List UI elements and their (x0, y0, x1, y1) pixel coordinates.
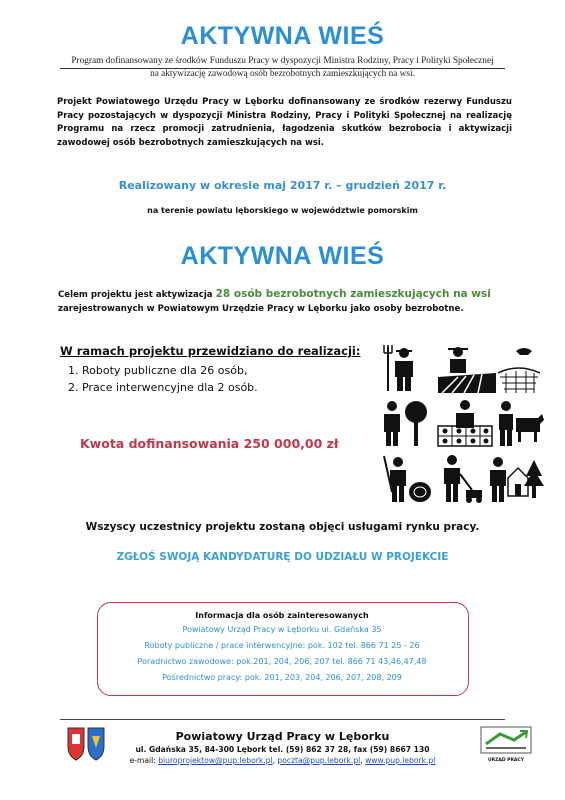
planned-heading: W ramach projektu przewidziano do realizacji: (60, 344, 361, 358)
farmer-hay-icon (380, 452, 432, 504)
poultry-farmer-icon (436, 398, 494, 448)
farmer-pitchfork-icon (382, 343, 422, 393)
second-title: AKTYWNA WIEŚ (180, 242, 385, 270)
farmer-lawnmower-icon (438, 452, 484, 504)
info-line: Pośrednictwo pracy: pok. 201, 203, 204, 206, 207, 208, 209 (162, 673, 402, 682)
urzad-pracy-logo (480, 726, 532, 764)
email-link-projects[interactable]: biuroprojektow@pup.lebork.pl (158, 756, 273, 765)
logo-text: URZĄD PRACY (488, 758, 524, 763)
participants-text: Wszyscy uczestnicy projektu zostaną objęci usługami rynku pracy. (85, 521, 480, 533)
arrow-logo-icon (480, 726, 532, 754)
intro-paragraph: Projekt Powiatowego Urzędu Pracy w Lęborku dofinansowany ze środków rezerwy Funduszu Pracy pozostających w dyspozycji Ministra Rodziny, Pracy i Polityki Społecznej na realizację Programu na rzecz promocji zatrudnienia, łagodzenia skutków bezrobocia i aktywizacji zawodowej osób bezrobotnych zamieszkujących na wsi. (57, 97, 512, 148)
footer-divider (60, 719, 505, 720)
email-label: e-mail: (129, 756, 156, 765)
area-text: na terenie powiatu lęborskiego w województwie pomorskim (147, 206, 418, 215)
gardener-tree-icon (380, 398, 430, 448)
dairy-farmer-cow-icon (496, 398, 544, 448)
program-line-2: na aktywizację zawodową osób bezrobotnych zamieszkujących na wsi. (150, 69, 415, 79)
apply-call: ZGŁOŚ SWOJĄ KANDYDATURĘ DO UDZIAŁU W PROJEKCIE (116, 551, 449, 563)
info-title: Informacja dla osób zainteresowanych (195, 611, 369, 620)
program-line-1: Program dofinansowany ze środków Funduszu Pracy w dyspozycji Ministra Rodziny, Pracy i Polityki Społecznej (71, 56, 494, 66)
list-item: 1. Roboty publiczne dla 26 osób, (68, 364, 248, 377)
info-line: Poradnictwo zawodowe: pok.201, 204, 206, 207 tel. 866 71 43,46,47,48 (137, 657, 427, 666)
period-text: Realizowany w okresie maj 2017 r. – grudzień 2017 r. (118, 179, 447, 192)
aim-prefix: Celem projektu jest aktywizacja (58, 290, 213, 300)
email-link-office[interactable]: poczta@pup.lebork.pl (277, 756, 361, 765)
aim-highlight: 28 osób bezrobotnych zamieszkujących na wsi (215, 288, 491, 300)
footer-contact: e-mail: biuroprojektow@pup.lebork.pl, poczta@pup.lebork.pl, www.pup.lebork.pl (129, 756, 436, 765)
funding-amount: Kwota dofinansowania 250 000,00 zł (80, 436, 339, 451)
fisherman-boat-icon (498, 343, 540, 393)
aim-paragraph (58, 287, 513, 316)
planned-list (68, 362, 258, 396)
info-line: Roboty publiczne / prace interwencyjne: pok. 102 tel. 866 71 25 - 26 (144, 641, 420, 650)
footer-office-name: Powiatowy Urząd Pracy w Lęborku (175, 730, 390, 743)
website-link[interactable]: www.pup.lebork.pl (365, 756, 436, 765)
info-line: Powiatowy Urząd Pracy w Lęborku ul. Gdańska 35 (182, 625, 382, 634)
farmer-house-icon (488, 452, 544, 504)
main-title: AKTYWNA WIEŚ (180, 22, 385, 50)
footer-address: ul. Gdańska 35, 84-300 Lębork tel. (59) 862 37 28, fax (59) 8667 130 (135, 745, 430, 754)
farmer-field-icon (438, 343, 496, 393)
aim-suffix: zarejestrowanych w Powiatowym Urzędzie Pracy w Lęborku jako osoby bezrobotne. (58, 304, 464, 314)
list-item: 2. Prace interwencyjne dla 2 osób. (68, 381, 258, 394)
